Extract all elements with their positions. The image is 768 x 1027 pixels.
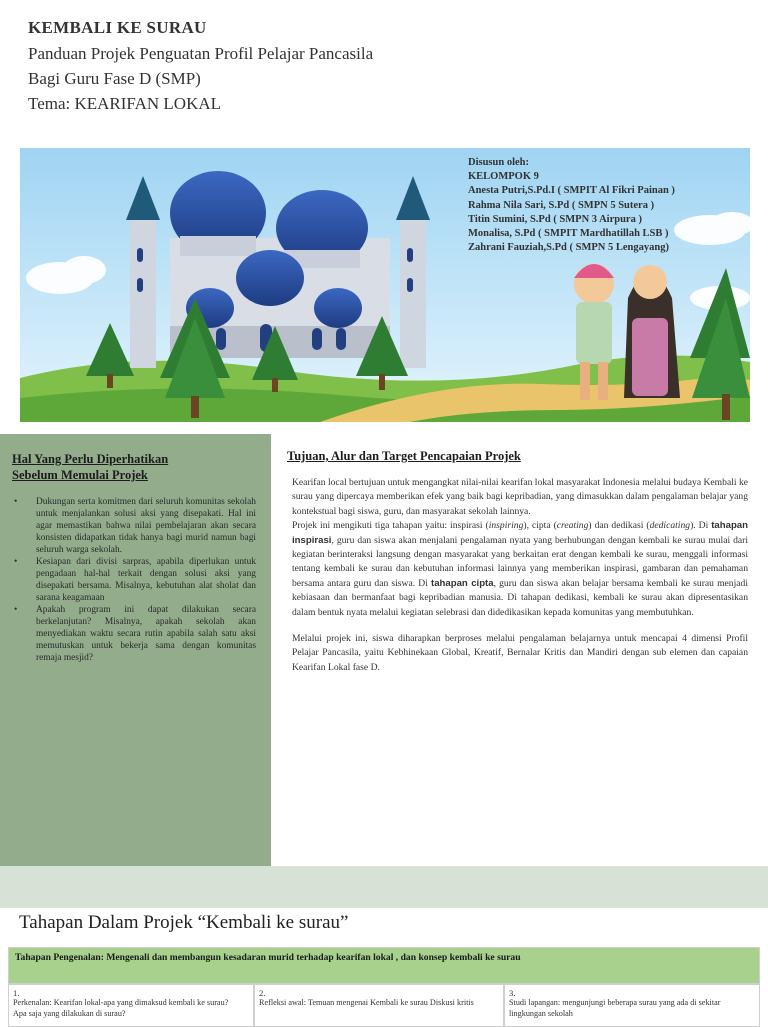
author-item: Anesta Putri,S.Pd.I ( SMPIT Al Fikri Painan ) bbox=[468, 185, 675, 197]
goals-paragraph-1: Kearifan local bertujuan untuk mengangkat nilai-nilai kearifan lokal masyarakat Indonesia melalui budaya Kembali ke surau yang dipercaya memberikan efek yang baik bagi kepribadian, yang dimasukkan dalam pengalaman belajar yang kontekstual bagi siswa, guru, dan masyarakat sekolah lainnya. bbox=[292, 477, 748, 517]
cell-number: 3. bbox=[509, 988, 516, 998]
table-cell bbox=[504, 984, 760, 1027]
bullet-icon: • bbox=[14, 557, 18, 567]
document-audience: Bagi Guru Fase D (SMP) bbox=[28, 69, 201, 88]
authors-group: KELOMPOK 9 bbox=[468, 171, 539, 183]
document-theme: Tema: KEARIFAN LOKAL bbox=[28, 94, 222, 113]
author-item: Titin Sumini, S.Pd ( SMPN 3 Airpura ) bbox=[468, 213, 642, 225]
list-item bbox=[14, 496, 256, 556]
bullet-icon: • bbox=[14, 605, 18, 615]
cell-text: Refleksi awal: Temuan mengenai Kembali ke surau Diskusi kritis bbox=[259, 998, 474, 1007]
considerations-heading bbox=[12, 451, 168, 483]
goals-body bbox=[292, 476, 748, 675]
cell-text: Studi lapangan: mengunjungi beberapa surau yang ada di sekitar lingkungan sekolah bbox=[509, 998, 721, 1018]
cell-number: 2. bbox=[259, 988, 266, 998]
authors-heading: Disusun oleh: bbox=[468, 157, 529, 168]
stages-table bbox=[8, 947, 760, 1027]
document-subtitle: Panduan Projek Penguatan Profil Pelajar Pancasila bbox=[28, 44, 374, 63]
author-item: Zahrani Fauziah,S.Pd ( SMPN 5 Lengayang) bbox=[468, 242, 669, 254]
authors-block bbox=[468, 156, 675, 255]
document-header bbox=[28, 18, 748, 119]
considerations-heading-line2: Sebelum Memulai Projek bbox=[12, 468, 148, 482]
section-divider-band bbox=[0, 866, 768, 908]
considerations-panel bbox=[0, 434, 271, 866]
list-item bbox=[14, 556, 256, 604]
considerations-list bbox=[14, 496, 256, 664]
document-title: KEMBALI KE SURAU bbox=[28, 18, 207, 37]
author-item: Rahma Nila Sari, S.Pd ( SMPN 5 Sutera ) bbox=[468, 199, 655, 211]
cell-text: Perkenalan: Kearifan lokal-apa yang dimaksud kembali ke surau? Apa saja yang dilakukan di surau? bbox=[13, 998, 229, 1018]
goals-heading: Tujuan, Alur dan Target Pencapaian Projek bbox=[287, 449, 521, 463]
table-cell bbox=[254, 984, 504, 1027]
author-item: Monalisa, S.Pd ( SMPIT Mardhatillah LSB ) bbox=[468, 228, 669, 240]
list-item-text: Dukungan serta komitmen dari seluruh komunitas sekolah untuk menjalankan solusi aksi yang disepakati. Hal ini agar memastikan bahwa nilai pembelajaran akan secara konsisten didapatkan tidak hanya bagi murid namun bagi seluruh warga sekolah. bbox=[36, 497, 256, 555]
mosque-banner-illustration bbox=[20, 148, 750, 422]
cell-number: 1. bbox=[13, 988, 20, 998]
bullet-icon: • bbox=[14, 497, 18, 507]
list-item-text: Apakah program ini dapat dilakukan secara berkelanjutan? Misalnya, apakah sekolah akan menyediakan waktu secara rutin apabila salah satu aksi memutuskan untuk bekerja sama dengan komunitas remaja mesjid? bbox=[36, 605, 256, 663]
goals-paragraph-2: Projek ini mengikuti tiga tahapan yaitu: inspirasi (inspiring), cipta (creating) dan dedikasi (dedicating). Di tahapan inspirasi, guru dan siswa akan menjalani pengalaman nyata yang berhubungan dengan kembali ke surau mulai dari kegiatan berinteraksi langsung dengan masyarakat yang berkaitan erat dengan kembali ke surau, menggali informasi tentang kembali ke surau dan kebutuhan informasi lainnya yang memberikan inspirasi, gambaran dan pemahaman bersama antara guru dan siswa. Di tahapan cipta, guru dan siswa akan belajar bersama kembali ke surau menjadi kebiasaan dan bermanfaat bagi kepribadian manusia. Di tahapan dedikasi, kembali ke surau akan dipresentasikan dalam bentuk nyata melalui kegiatan selebrasi dan didedikasikan kepada komunitas yang membutuhkan. bbox=[292, 520, 749, 618]
list-item-text: Kesiapan dari divisi sarpras, apabila diperlukan untuk pengadaan hal-hal terkait dengan solusi aksi yang disepakati bersama. Misalnya, kebutuhan alat sholat dan sarana keagamaan bbox=[36, 557, 256, 603]
goals-paragraph-3: Melalui projek ini, siswa diharapkan berproses melalui pengalaman belajarnya untuk mencapai 4 dimensi Profil Pelajar Pancasila, yaitu Kebhinekaan Global, Kreatif, Bernalar Kritis dan Mandiri dengan sub elemen dan capaian Kearifan Lokal fase D. bbox=[292, 633, 748, 673]
table-header bbox=[8, 947, 760, 984]
stages-title: Tahapan Dalam Projek “Kembali ke surau” bbox=[19, 912, 349, 933]
considerations-heading-line1: Hal Yang Perlu Diperhatikan bbox=[12, 452, 169, 466]
table-header-text: Tahapan Pengenalan: Mengenali dan membangun kesadaran murid terhadap kearifan lokal , dan konsep kembali ke surau bbox=[15, 952, 521, 963]
table-cell bbox=[8, 984, 254, 1027]
list-item bbox=[14, 604, 256, 664]
